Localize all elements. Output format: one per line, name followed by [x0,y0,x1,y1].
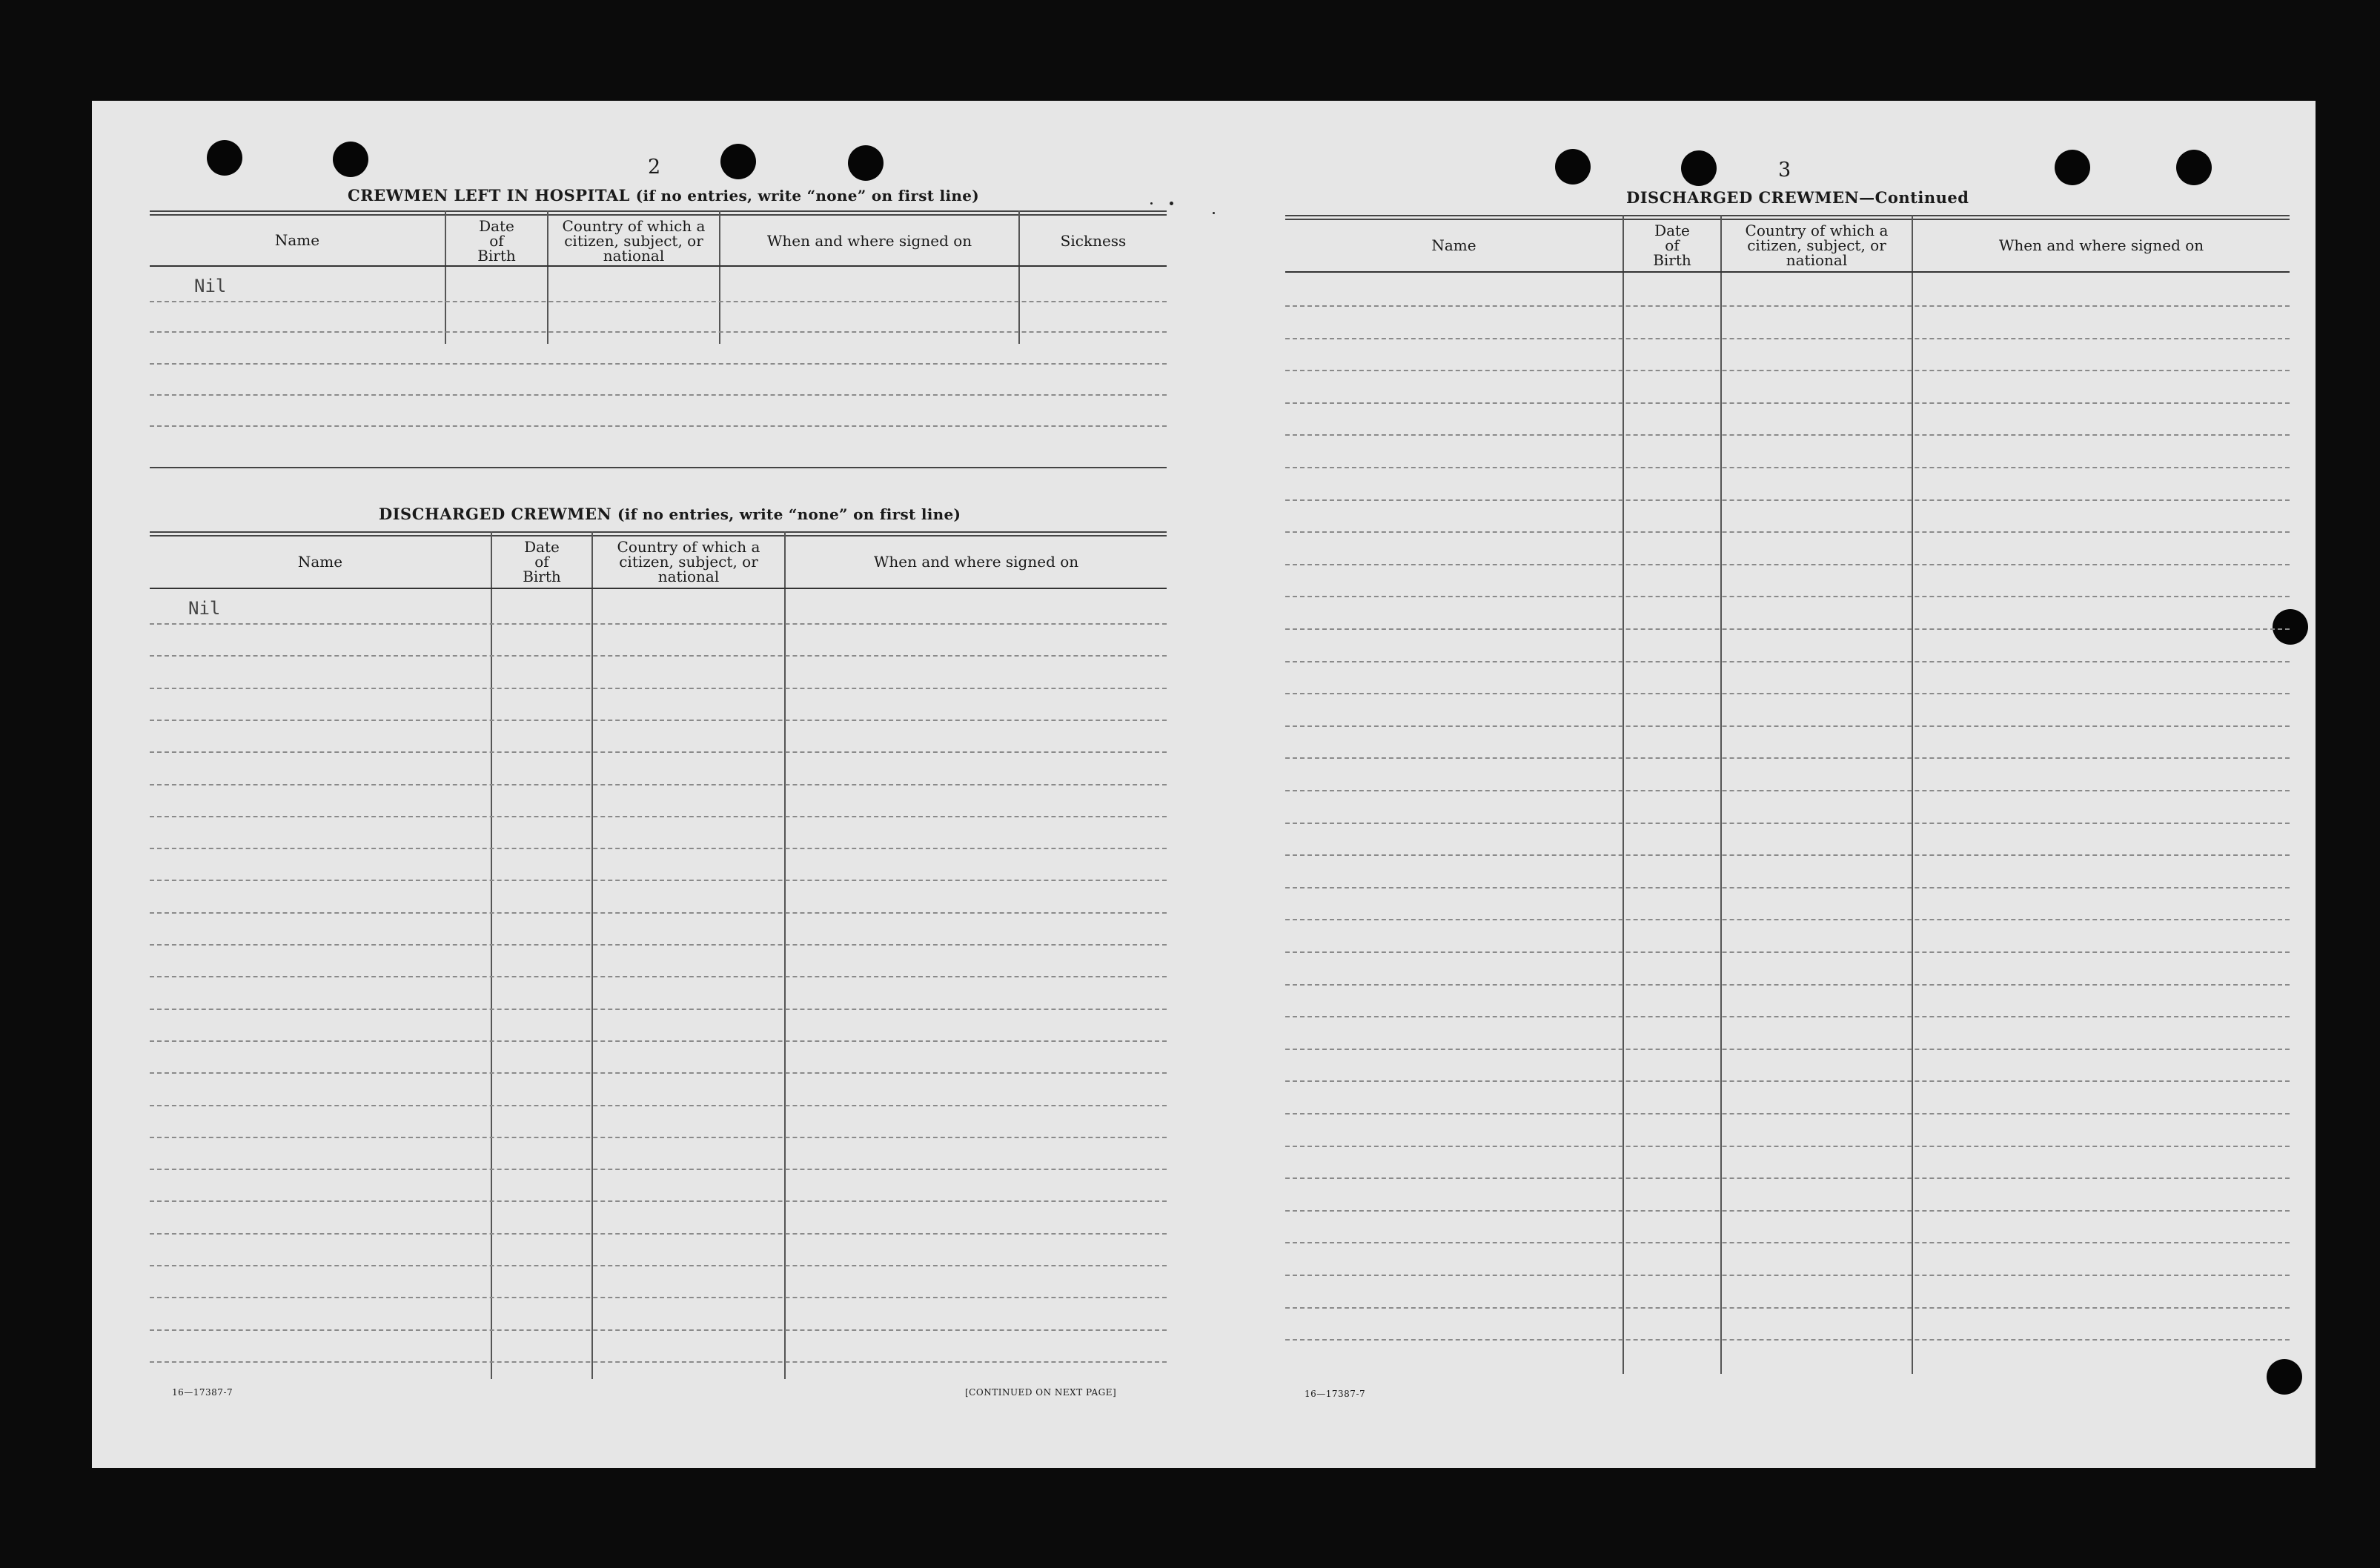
ruled-line [1285,531,2290,533]
ruled-line [1285,596,2290,597]
ink-speck [1150,202,1153,205]
ruled-line [1285,919,2290,920]
ruled-line [1285,1113,2290,1114]
ruled-line [150,688,1167,689]
column-header-date-of-birth: Date of Birth [1653,222,1691,269]
ruled-line [1285,564,2290,565]
column-header-name: Name [297,553,343,571]
punch-hole [848,145,884,181]
ruled-line [150,1169,1167,1170]
ruled-line [1285,693,2290,694]
ruled-line [150,1297,1167,1298]
ruled-line [1285,1242,2290,1243]
discharged-table [150,531,1167,1379]
ruled-line [150,784,1167,785]
ruled-line [1285,984,2290,986]
ink-speck [1170,202,1173,205]
document-sheet [92,101,2316,1468]
ruled-line [1285,1177,2290,1179]
ruled-line [1285,1307,2290,1309]
punch-hole [2055,150,2090,185]
ruled-line [150,655,1167,657]
ruled-line [150,1040,1167,1042]
ruled-line [150,1361,1167,1363]
ruled-line [1285,338,2290,339]
ruled-line [1285,790,2290,791]
ruled-line [1285,1339,2290,1341]
ruled-line [1285,305,2290,307]
column-header-country: Country of which a citizen, subject, or national [1745,222,1889,269]
ruled-line [1285,402,2290,404]
column-header-country: Country of which a citizen, subject, or national [562,217,706,265]
ruled-line [150,720,1167,721]
punch-hole [1555,149,1591,185]
ruled-line [1285,725,2290,727]
discharged-entry: Nil [188,598,221,619]
ruled-line [1285,1146,2290,1147]
ruled-line [1285,854,2290,856]
column-header-date-of-birth: Date of Birth [523,538,561,585]
ruled-line [150,1233,1167,1235]
ruled-line [150,944,1167,946]
column-header-sickness: Sickness [1060,232,1127,250]
ruled-line [1285,628,2290,630]
ruled-line [150,976,1167,977]
ruled-line [150,848,1167,849]
ruled-line [1285,467,2290,468]
column-header-name: Name [1431,236,1476,254]
page-number-left: 2 [648,156,661,179]
page-number-right: 3 [1778,159,1791,182]
ruled-line [1285,1080,2290,1082]
ruled-line [1285,887,2290,888]
ruled-line [1285,823,2290,824]
ink-speck [1213,212,1215,214]
ruled-line [1285,951,2290,953]
discharged-continued-table [1285,215,2290,1374]
punch-hole [1681,150,1717,186]
column-header-name: Name [274,231,320,249]
ruled-line [1285,1049,2290,1050]
hospital-table [150,210,1167,344]
ruled-line [1285,757,2290,759]
ruled-line [1285,1210,2290,1212]
ruled-line [1285,661,2290,662]
ruled-line [150,751,1167,753]
ruled-line [150,912,1167,914]
ruled-line [1285,1275,2290,1276]
punch-hole [720,144,756,179]
punch-hole [2176,150,2212,185]
ruled-line [1285,434,2290,436]
ruled-line [1285,499,2290,501]
column-header-signed-on: When and where signed on [766,232,972,250]
column-header-signed-on: When and where signed on [873,553,1079,571]
ruled-line [150,1265,1167,1266]
ruled-line [1285,1016,2290,1017]
form-number-left: 16—17387-7 [172,1387,233,1398]
ruled-line [150,1072,1167,1074]
column-header-date-of-birth: Date of Birth [477,217,516,265]
column-header-country: Country of which a citizen, subject, or national [617,538,760,585]
discharged-continued-title: DISCHARGED CREWMEN—Continued [1626,188,1969,207]
ruled-line [150,623,1167,625]
punch-hole [333,142,368,177]
hospital-section-title: CREWMEN LEFT IN HOSPITAL (if no entries, write “none” on first line) [348,186,980,205]
hospital-entry: Nil [194,276,227,296]
column-header-signed-on: When and where signed on [1998,236,2204,254]
ruled-line [1285,370,2290,371]
ruled-line [150,1009,1167,1010]
ruled-line [150,1200,1167,1202]
ruled-line [150,1105,1167,1106]
ruled-line [150,816,1167,817]
ruled-line [150,880,1167,881]
continued-note: [CONTINUED ON NEXT PAGE] [965,1387,1117,1398]
form-number-right: 16—17387-7 [1305,1389,1366,1399]
discharged-section-title: DISCHARGED CREWMEN (if no entries, write “none” on first line) [379,505,961,523]
ruled-line [150,1329,1167,1331]
ruled-line [150,1137,1167,1138]
punch-hole [207,140,242,176]
